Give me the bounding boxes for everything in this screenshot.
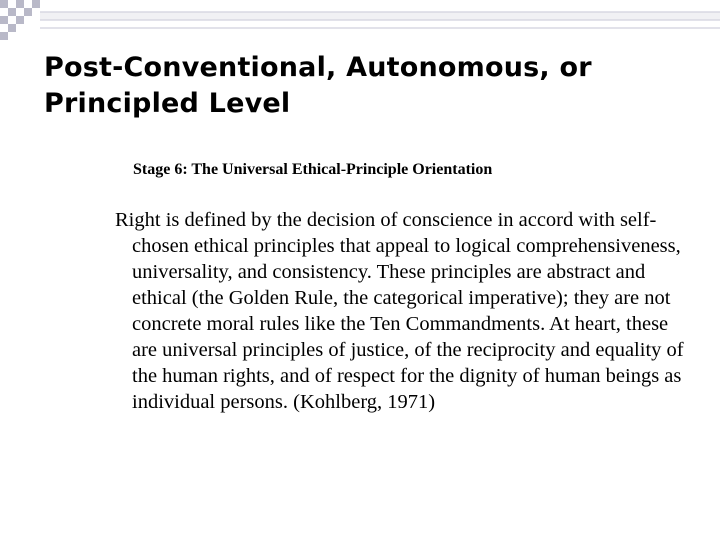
checkered-corner-decoration <box>0 0 720 40</box>
slide-title: Post-Conventional, Autonomous, or Principled Level <box>44 52 592 119</box>
body-paragraph: Right is defined by the decision of conscience in accord with self-chosen ethical principles that appeal to logical comprehensiveness, universality, and consistency. These principles are abstract and ethical (the Golden Rule, the categorical imperative); they are not concrete moral rules like the Ten Commandments. At heart, these are universal principles of justice, of the reciprocity and equality of the human rights, and of respect for the dignity of human beings as individual persons. (Kohlberg, 1971) <box>115 209 684 413</box>
stage-heading: Stage 6: The Universal Ethical-Principle Orientation <box>133 161 493 178</box>
